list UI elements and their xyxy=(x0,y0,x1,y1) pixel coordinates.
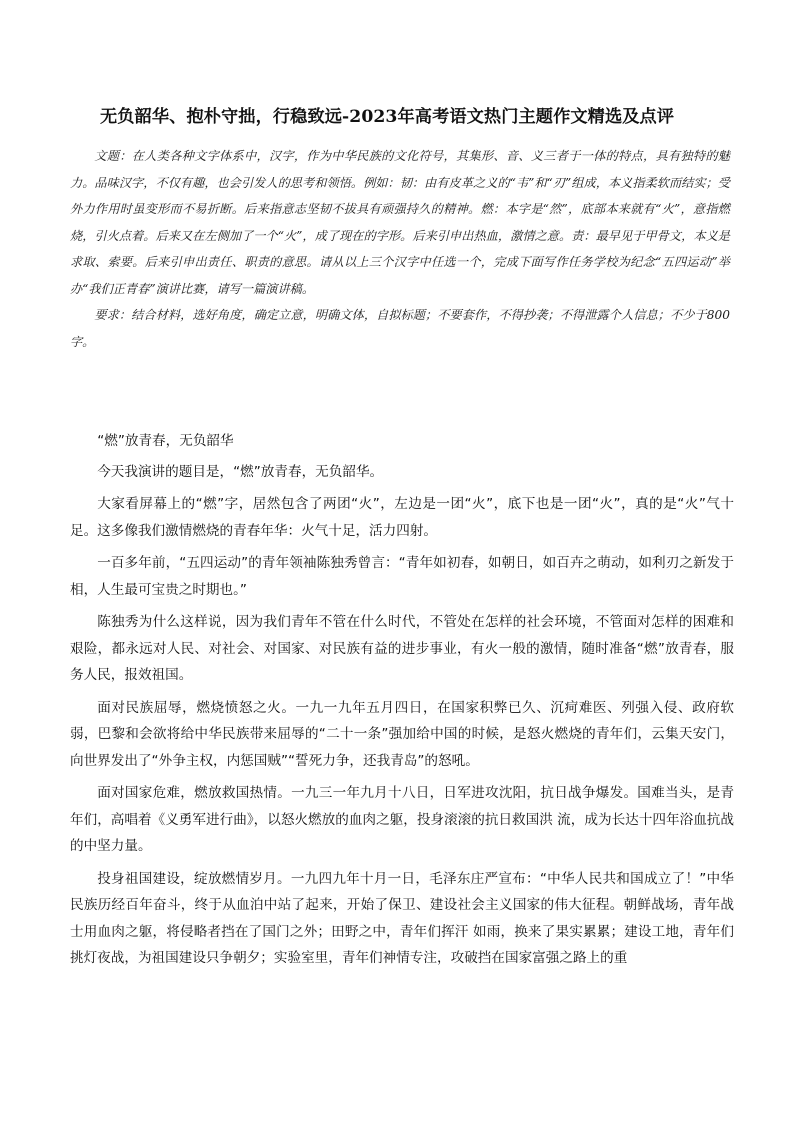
essay-paragraph: 一百多年前，“五四运动”的青年领袖陈独秀曾言：“青年如初春，如朝日，如百卉之萌动，如利刃之新发于相，人生最可宝贵之时期也。” xyxy=(70,555,734,598)
essay-paragraph: 大家看屏幕上的“燃”字，居然包含了两团“火”，左边是一团“火”，底下也是一团“火”，真的是“火”气十足。这多像我们激情燃烧的青春年华：火气十足，活力四射。 xyxy=(70,496,734,539)
essay-paragraph: 面对民族屈辱，燃烧愤怒之火。一九一九年五月四日，在国家积弊已久、沉疴难医、列强入侵、政府软弱，巴黎和会欲将给中华民族带来屈辱的“二十一条”强加给中国的时候，是怒火燃烧的青年们，云集天安门，向世界发出了“外争主权，内惩国贼”“誓死力争，还我青岛”的怒吼。 xyxy=(70,699,734,769)
essay-body xyxy=(70,428,734,978)
essay-paragraph: 陈独秀为什么这样说，因为我们青年不管在什么时代，不管处在怎样的社会环境，不管面对怎样的困难和艰险，都永远对人民、对社会、对国家、对民族有益的进步事业，有火一般的激情，随时准备“燃”放青春，服务人民，报效祖国。 xyxy=(70,614,734,683)
document-title: 无负韶华、抱朴守拙，行稳致远-2023年高考语文热门主题作文精选及点评 xyxy=(100,107,675,127)
prompt-material: 文题：在人类各种文字体系中，汉字，作为中华民族的文化符号，其集形、音、义三者于一体的特点，具有独特的魅力。品味汉字，不仅有趣，也会引发人的思考和领悟。例如：韧：由有皮革之义的“韦”和“刃”组成，本义指柔软而结实；受外力作用时虽变形而不易折断。后来指意志坚韧不拔具有顽强持久的精神。燃：本字是“然”，底部本来就有“火”，意指燃烧，引火点着。后来又在左侧加了一个“火”，成了现在的字形。后来引申出热血，激情之意。责：最早见于甲骨文，本义是求取、索要。后来引申出责任、职责的意思。请从以上三个汉字中任选一个，完成下面写作任务学校为纪念“五四运动”举办“我们正青春”演讲比赛，请写一篇演讲稿。 xyxy=(70,149,730,296)
prompt-requirements: 要求：结合材料，选好角度，确定立意，明确文体，自拟标题；不要套作，不得抄袭；不得泄露个人信息；不少于800字。 xyxy=(70,308,730,349)
essay-paragraph: 今天我演讲的题目是，“燃”放青春，无负韶华。 xyxy=(97,463,384,480)
essay-prompt xyxy=(70,143,730,355)
essay-title: “燃”放青春，无负韶华 xyxy=(97,433,234,449)
essay-paragraph: 投身祖国建设，绽放燃情岁月。一九四九年十月一日，毛泽东庄严宣布：“中华人民共和国成立了！”中华民族历经百年奋斗，终于从血泊中站了起来，开始了保卫、建设社会主义国家的伟大征程。朝鲜战场，青年战士用血肉之躯，将侵略者挡在了国门之外；田野之中，青年们挥汗 如雨，换来了果实累累；建设工地，青年们挑灯夜战，为祖国建设只争朝夕；实验室里，青年们神情专注，攻破挡在国家富强之路上的重 xyxy=(70,870,734,966)
essay-paragraph: 面对国家危难，燃放救国热情。一九三一年九月十八日，日军进攻沈阳，抗日战争爆发。国难当头，是青年们，高唱着《义勇军进行曲》，以怒火燃放的血肉之躯，投身滚滚的抗日救国洪 流，成为长达十四年浴血抗战的中坚力量。 xyxy=(70,785,734,854)
